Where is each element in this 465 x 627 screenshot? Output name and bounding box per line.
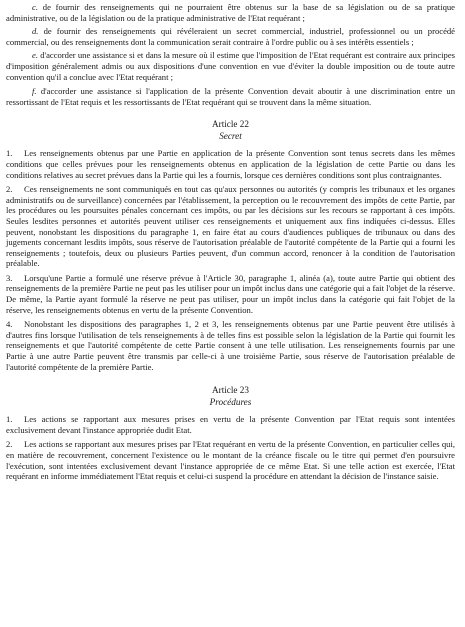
article-22-title: Article 22: [212, 119, 249, 130]
article-23-title: Article 23: [212, 385, 249, 396]
article-23-paragraph-1: [6, 414, 455, 435]
paragraph-text: Les actions se rapportant aux mesures prises par l'Etat requérant en vertu de la présente Convention, en particulier celles qui, en matière de recouvrement, concernent l'existence ou le montant de la créance fiscale ou le titre qui permet d'en poursuivre l'exécution, sont intentées exclusivement devant l'instance appropriée de ce même Etat. Si une telle action est exercée, l'Etat requérant en informe immédiatement l'Etat requis et celui-ci suspend la procédure en attendant la décision de l'instance saisie.: [6, 439, 455, 482]
list-item-c: [6, 2, 455, 23]
paragraph-text: Les renseignements obtenus par une Partie en application de la présente Convention sont tenus secrets dans les mêmes conditions que celles prévues pour les renseignements obtenus en application de la législation de cette Partie ou dans les conditions relatives au secret prévues dans la Partie qui les a fournis, lorsque ces dernières conditions sont plus contraignantes.: [6, 148, 455, 180]
item-letter: f.: [32, 86, 37, 97]
item-text: de fournir des renseignements qui révéleraient un secret commercial, industriel, professionnel ou un procédé commercial, ou des renseignements dont la communication serait contraire à l'ordre public ou à ses intérêts essentiels ;: [6, 26, 455, 47]
item-letter: d.: [32, 26, 39, 37]
article-22-subtitle: Secret: [219, 131, 242, 142]
paragraph-number: 2.: [6, 184, 13, 195]
list-item-f: [6, 86, 455, 107]
paragraph-number: 1.: [6, 148, 13, 159]
paragraph-number: 3.: [6, 272, 13, 283]
item-text: d'accorder une assistance si l'application de la présente Convention devait aboutir à une discrimination entre un ressortissant de l'Etat requis et les ressortissants de l'Etat requérant qui se trouvent dans la même situation.: [6, 86, 455, 107]
paragraph-text: Ces renseignements ne sont communiqués en tout cas qu'aux personnes ou autorités (y compris les tribunaux et les organes administratifs ou de surveillance) concernées par l'établissement, la perception ou le recouvrement des impôts de cette Partie, par les procédures ou les poursuites pénales concernant ces impôts, ou par les décisions sur les recours se rapportant à ces impôts. Seules lesdites personnes et autorités peuvent utiliser ces renseignements et uniquement aux fins indiquées ci-dessus. Elles peuvent, nonobstant les dispositions du paragraphe 1, en faire état au cours d'audiences publiques de tribunaux ou dans des jugements concernant lesdits impôts, sous réserve de l'autorisation préalable de l'autorité compétente de la Partie qui a fourni les renseignements ; toutefois, deux ou plusieurs Parties peuvent, d'un commun accord, renoncer à la condition de l'autorisation préalable.: [6, 184, 455, 269]
item-text: d'accorder une assistance si et dans la mesure où il estime que l'imposition de l'Etat requérant est contraire aux principes d'imposition généralement admis ou aux dispositions d'une convention en vue d'éviter la double imposition ou de toute autre convention qu'il a conclue avec l'Etat requérant ;: [6, 50, 455, 82]
article-22-paragraph-1: [6, 148, 455, 180]
list-item-d: [6, 26, 455, 47]
paragraph-text: Lorsqu'une Partie a formulé une réserve prévue à l'Article 30, paragraphe 1, alinéa (a), toute autre Partie qui obtient des renseignements de la première Partie ne peut pas les utiliser pour un impôt inclus dans une catégorie qui a fait l'objet de la réserve. De même, la Partie ayant formulé la réserve ne peut pas utiliser, pour un impôt inclus dans la catégorie qui fait l'objet de la réserve, les renseignements obtenus en vertu de la présente Convention.: [6, 272, 455, 315]
article-23-paragraph-2: [6, 439, 455, 481]
paragraph-text: Nonobstant les dispositions des paragraphes 1, 2 et 3, les renseignements obtenus par une Partie peuvent être utilisés à d'autres fins lorsque l'utilisation de tels renseignements à de telles fins est possible selon la législation de la Partie qui fournit les renseignements et que l'autorité compétente de cette Partie consent à une telle utilisation. Les renseignements fournis par une Partie à une autre Partie peuvent être transmis par celle-ci à une troisième Partie, sous réserve de l'autorisation préalable de l'autorité compétente de la première Partie.: [6, 319, 455, 372]
item-text: de fournir des renseignements qui ne pourraient être obtenus sur la base de sa législation ou de sa pratique administrative, ou de la législation ou de la pratique administrative de l'Etat requérant ;: [6, 2, 455, 23]
article-22-paragraph-2: [6, 184, 455, 269]
item-letter: c.: [32, 2, 38, 12]
paragraph-number: 2.: [6, 439, 13, 450]
item-letter: e.: [32, 50, 38, 61]
paragraph-number: 1.: [6, 414, 13, 425]
list-item-e: [6, 50, 455, 82]
paragraph-number: 4.: [6, 319, 13, 330]
article-22-paragraph-3: [6, 273, 455, 315]
article-22-paragraph-4: [6, 319, 455, 372]
paragraph-text: Les actions se rapportant aux mesures prises en vertu de la présente Convention par l'Etat requis sont intentées exclusivement devant l'instance appropriée dudit Etat.: [6, 414, 455, 435]
article-23-subtitle: Procédures: [209, 397, 252, 408]
